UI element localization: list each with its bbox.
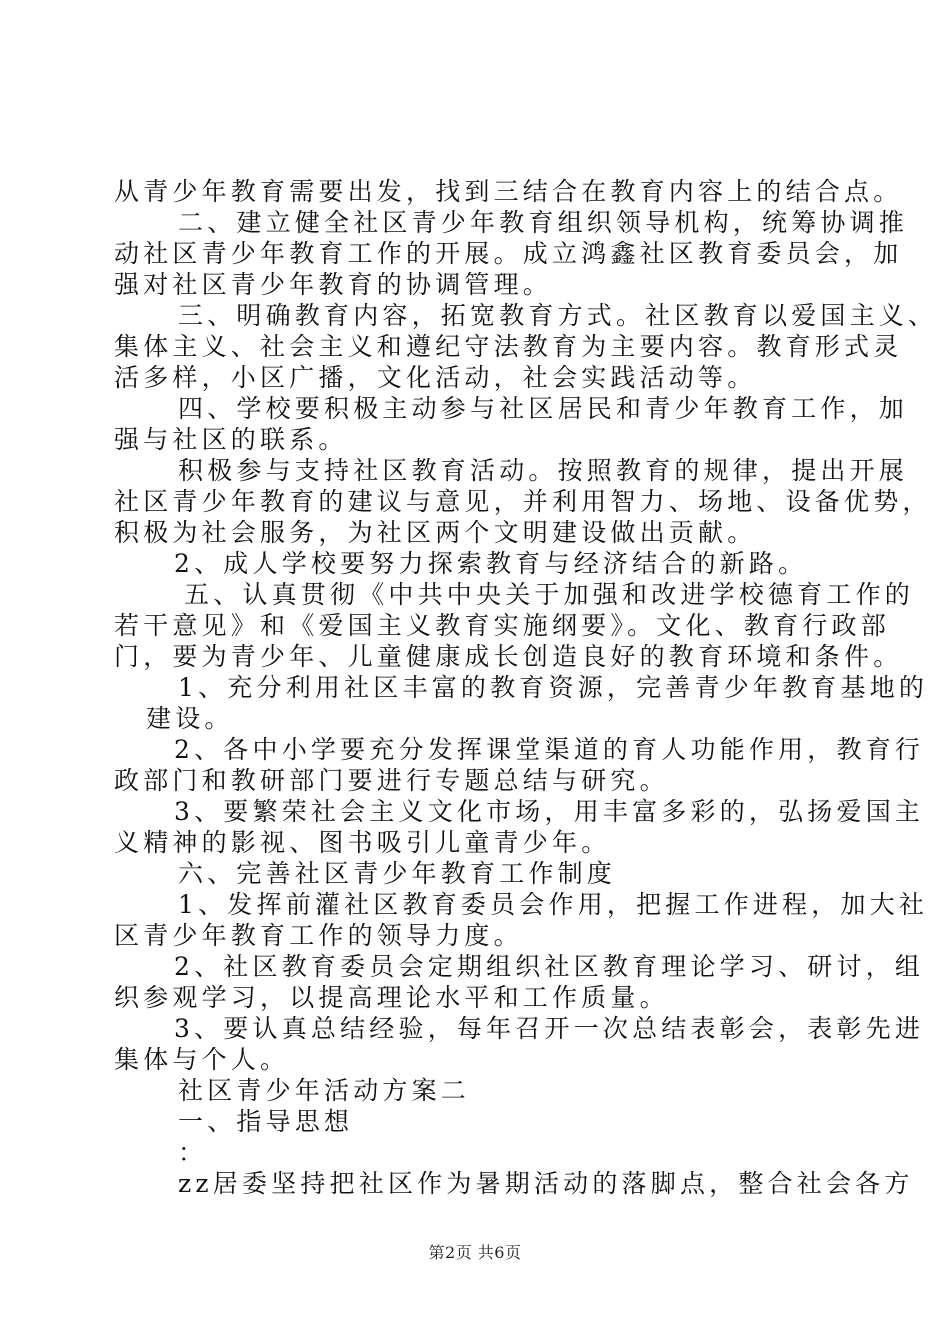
text-line: 集体主义、社会主义和遵纪守法教育为主要内容。教育形式灵: [114, 332, 903, 361]
text-line: 强对社区青少年教育的协调管理。: [114, 270, 553, 299]
text-line: 强与社区的联系。: [114, 425, 348, 454]
text-line: 动社区青少年教育工作的开展。成立鸿鑫社区教育委员会，加: [114, 239, 903, 268]
text-line: 3、要繁荣社会主义文化市场，用丰富多彩的，弘扬爱国主: [174, 797, 925, 826]
page-number: 第2页 共6页: [428, 1243, 522, 1262]
text-line: 四、学校要积极主动参与社区居民和青少年教育工作，加: [178, 394, 909, 423]
text-line: 义精神的影视、图书吸引儿童青少年。: [114, 828, 611, 857]
text-line: 1、充分利用社区丰富的教育资源，完善青少年教育基地的: [178, 673, 929, 702]
text-line: 织参观学习，以提高理论水平和工作质量。: [114, 983, 669, 1012]
text-line: 1、发挥前灌社区教育委员会作用，把握工作进程，加大社: [178, 890, 929, 919]
text-line: 一、指导思想: [178, 1107, 354, 1136]
text-line: 2、社区教育委员会定期组织社区教育理论学习、研讨，组: [174, 952, 925, 981]
text-line: 六、完善社区青少年教育工作制度: [178, 859, 617, 888]
text-line: 二、建立健全社区青少年教育组织领导机构，统筹协调推: [178, 208, 909, 237]
text-line: 活多样，小区广播，文化活动，社会实践活动等。: [114, 363, 757, 392]
text-line: 门，要为青少年、儿童健康成长创造良好的教育环境和条件。: [114, 642, 903, 671]
text-line: 积极参与支持社区教育活动。按照教育的规律，提出开展: [178, 456, 909, 485]
text-line: 若干意见》和《爱国主义教育实施纲要》。文化、教育行政部: [114, 611, 890, 640]
text-line: 积极为社会服务，为社区两个文明建设做出贡献。: [114, 518, 757, 547]
text-line: 2、各中小学要充分发挥课堂渠道的育人功能作用，教育行: [174, 735, 925, 764]
text-line: 集体与个人。: [114, 1045, 290, 1074]
text-line: 2、成人学校要努力探索教育与经济结合的新路。: [174, 549, 808, 578]
text-line: 社区青少年教育的建议与意见，并利用智力、场地、设备优势，: [114, 487, 932, 516]
text-line: 社区青少年活动方案二: [178, 1076, 471, 1105]
text-line: 从青少年教育需要出发，找到三结合在教育内容上的结合点。: [114, 177, 903, 206]
text-line: 建设。: [146, 704, 234, 733]
text-line: 政部门和教研部门要进行专题总结与研究。: [114, 766, 669, 795]
text-line: zz居委坚持把社区作为暑期活动的落脚点，整合社会各方: [178, 1169, 914, 1198]
text-line: ：: [178, 1138, 208, 1167]
text-line: 五、认真贯彻《中共中央关于加强和改进学校德育工作的: [184, 580, 915, 609]
text-line: 三、明确教育内容，拓宽教育方式。社区教育以爱国主义、: [178, 301, 938, 330]
text-line: 3、要认真总结经验，每年召开一次总结表彰会，表彰先进: [174, 1014, 925, 1043]
text-line: 区青少年教育工作的领导力度。: [114, 921, 523, 950]
